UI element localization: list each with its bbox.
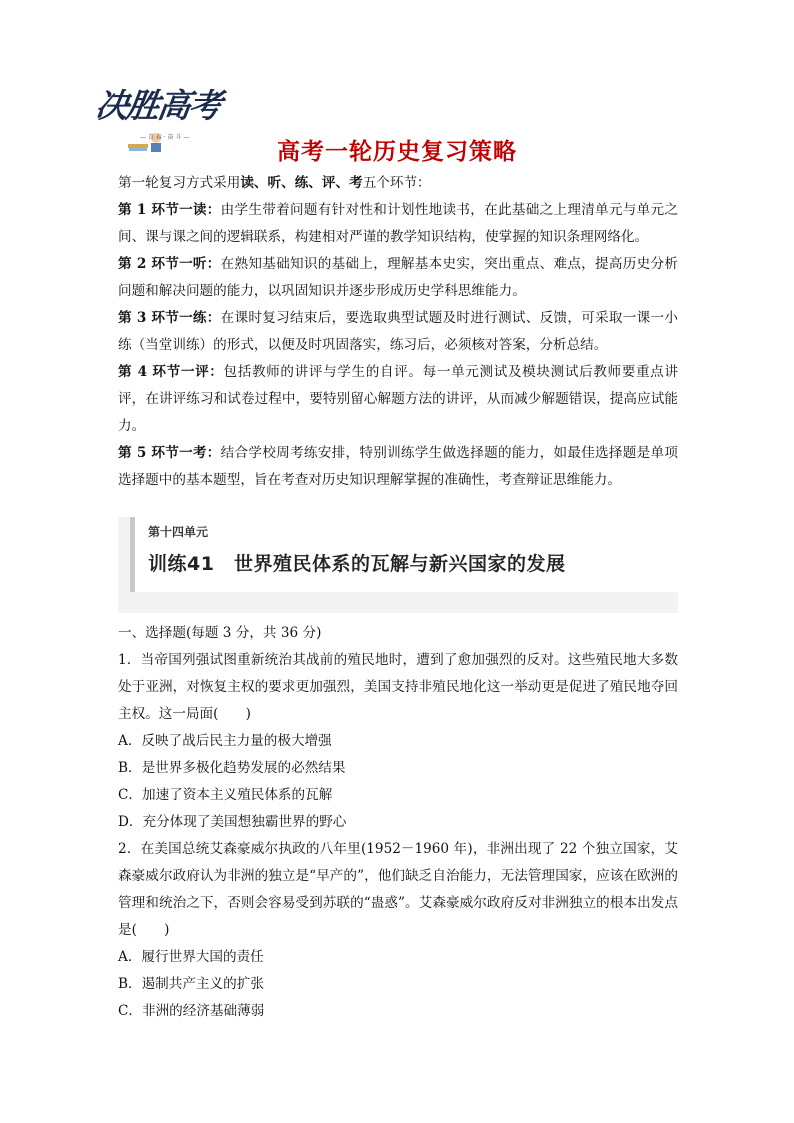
logo-subtitle: — 青 春 · 奋 斗 —	[140, 134, 190, 141]
step-text: 包括教师的讲评与学生的自评。每一单元测试及模块测试后教师要重点讲评，在讲评练习和试卷过程中，要特别留心解题方法的讲评，从而减少解题错误，提高应试能力。	[118, 364, 678, 434]
answer-option: C．加速了资本主义殖民体系的瓦解	[118, 787, 333, 803]
unit-title: 训练41 世界殖民体系的瓦解与新兴国家的发展	[148, 553, 566, 575]
answer-option: B．遏制共产主义的扩张	[118, 976, 264, 992]
step-label: 第 2 环节一听：	[118, 256, 221, 272]
intro-lead-prefix: 第一轮复习方式采用	[118, 175, 241, 191]
logo-text: 决胜高考	[92, 86, 223, 125]
intro-lead-suffix: 五个环节：	[362, 175, 431, 191]
page-title: 高考一轮历史复习策略	[277, 139, 517, 165]
step-text: 结合学校周考练安排，特别训练学生做选择题的能力，如最佳选择题是单项选择题中的基本题型，旨在考查对历史知识理解掌握的准确性，考查辩证思维能力。	[118, 445, 678, 488]
step-label: 第 3 环节一练：	[118, 310, 221, 326]
answer-option: B．是世界多极化趋势发展的必然结果	[118, 760, 346, 776]
step-paragraph	[118, 251, 678, 305]
step-text: 在熟知基础知识的基础上，理解基本史实，突出重点、难点，提高历史分析问题和解决问题的能力，以巩固知识并逐步形成历史学科思维能力。	[118, 256, 678, 299]
section-header: 一、选择题(每题 3 分，共 36 分)	[118, 625, 322, 641]
intro-lead	[118, 170, 678, 197]
answer-option: A．履行世界大国的责任	[118, 949, 264, 965]
step-text: 由学生带着问题有针对性和计划性地读书，在此基础之上理清单元与单元之间、课与课之间的逻辑联系，构建相对严谨的教学知识结构，使掌握的知识条理网络化。	[118, 202, 678, 245]
unit-label: 第十四单元	[148, 525, 209, 539]
step-paragraph	[118, 305, 678, 359]
intro-lead-bold: 读、听、练、评、考	[240, 175, 363, 191]
step-paragraph	[118, 359, 678, 440]
step-label: 第 4 环节一评：	[118, 364, 224, 380]
step-text: 在课时复习结束后，要选取典型试题及时进行测试、反馈，可采取一课一小练（当堂训练）的形式，以便及时巩固落实，练习后，必须核对答案，分析总结。	[118, 310, 678, 353]
step-label: 第 1 环节一读：	[118, 202, 221, 218]
answer-option: D．充分体现了美国想独霸世界的野心	[118, 814, 347, 830]
step-paragraph	[118, 197, 678, 251]
step-paragraph	[118, 440, 678, 494]
intro-section	[118, 170, 678, 494]
questions-section	[118, 620, 678, 1025]
question-stem: 1．当帝国列强试图重新统治其战前的殖民地时，遭到了愈加强烈的反对。这些殖民地大多数处于亚洲，对恢复主权的要求更加强烈，美国支持非殖民地化这一举动更是促进了殖民地夺回主权。这一局面( )	[118, 652, 678, 722]
answer-option: A．反映了战后民主力量的极大增强	[118, 733, 332, 749]
question-stem: 2．在美国总统艾森豪威尔执政的八年里(1952－1960 年)，非洲出现了 22 个独立国家，艾森豪威尔政府认为非洲的独立是“早产的”，他们缺乏自治能力，无法管理国家，应该在欧洲的管理和统治之下，否则会容易受到苏联的“蛊惑”。艾森豪威尔政府反对非洲独立的根本出发点是( )	[118, 841, 678, 938]
step-label: 第 5 环节一考：	[118, 445, 221, 461]
answer-option: C．非洲的经济基础薄弱	[118, 1003, 265, 1019]
unit-banner	[118, 517, 678, 613]
